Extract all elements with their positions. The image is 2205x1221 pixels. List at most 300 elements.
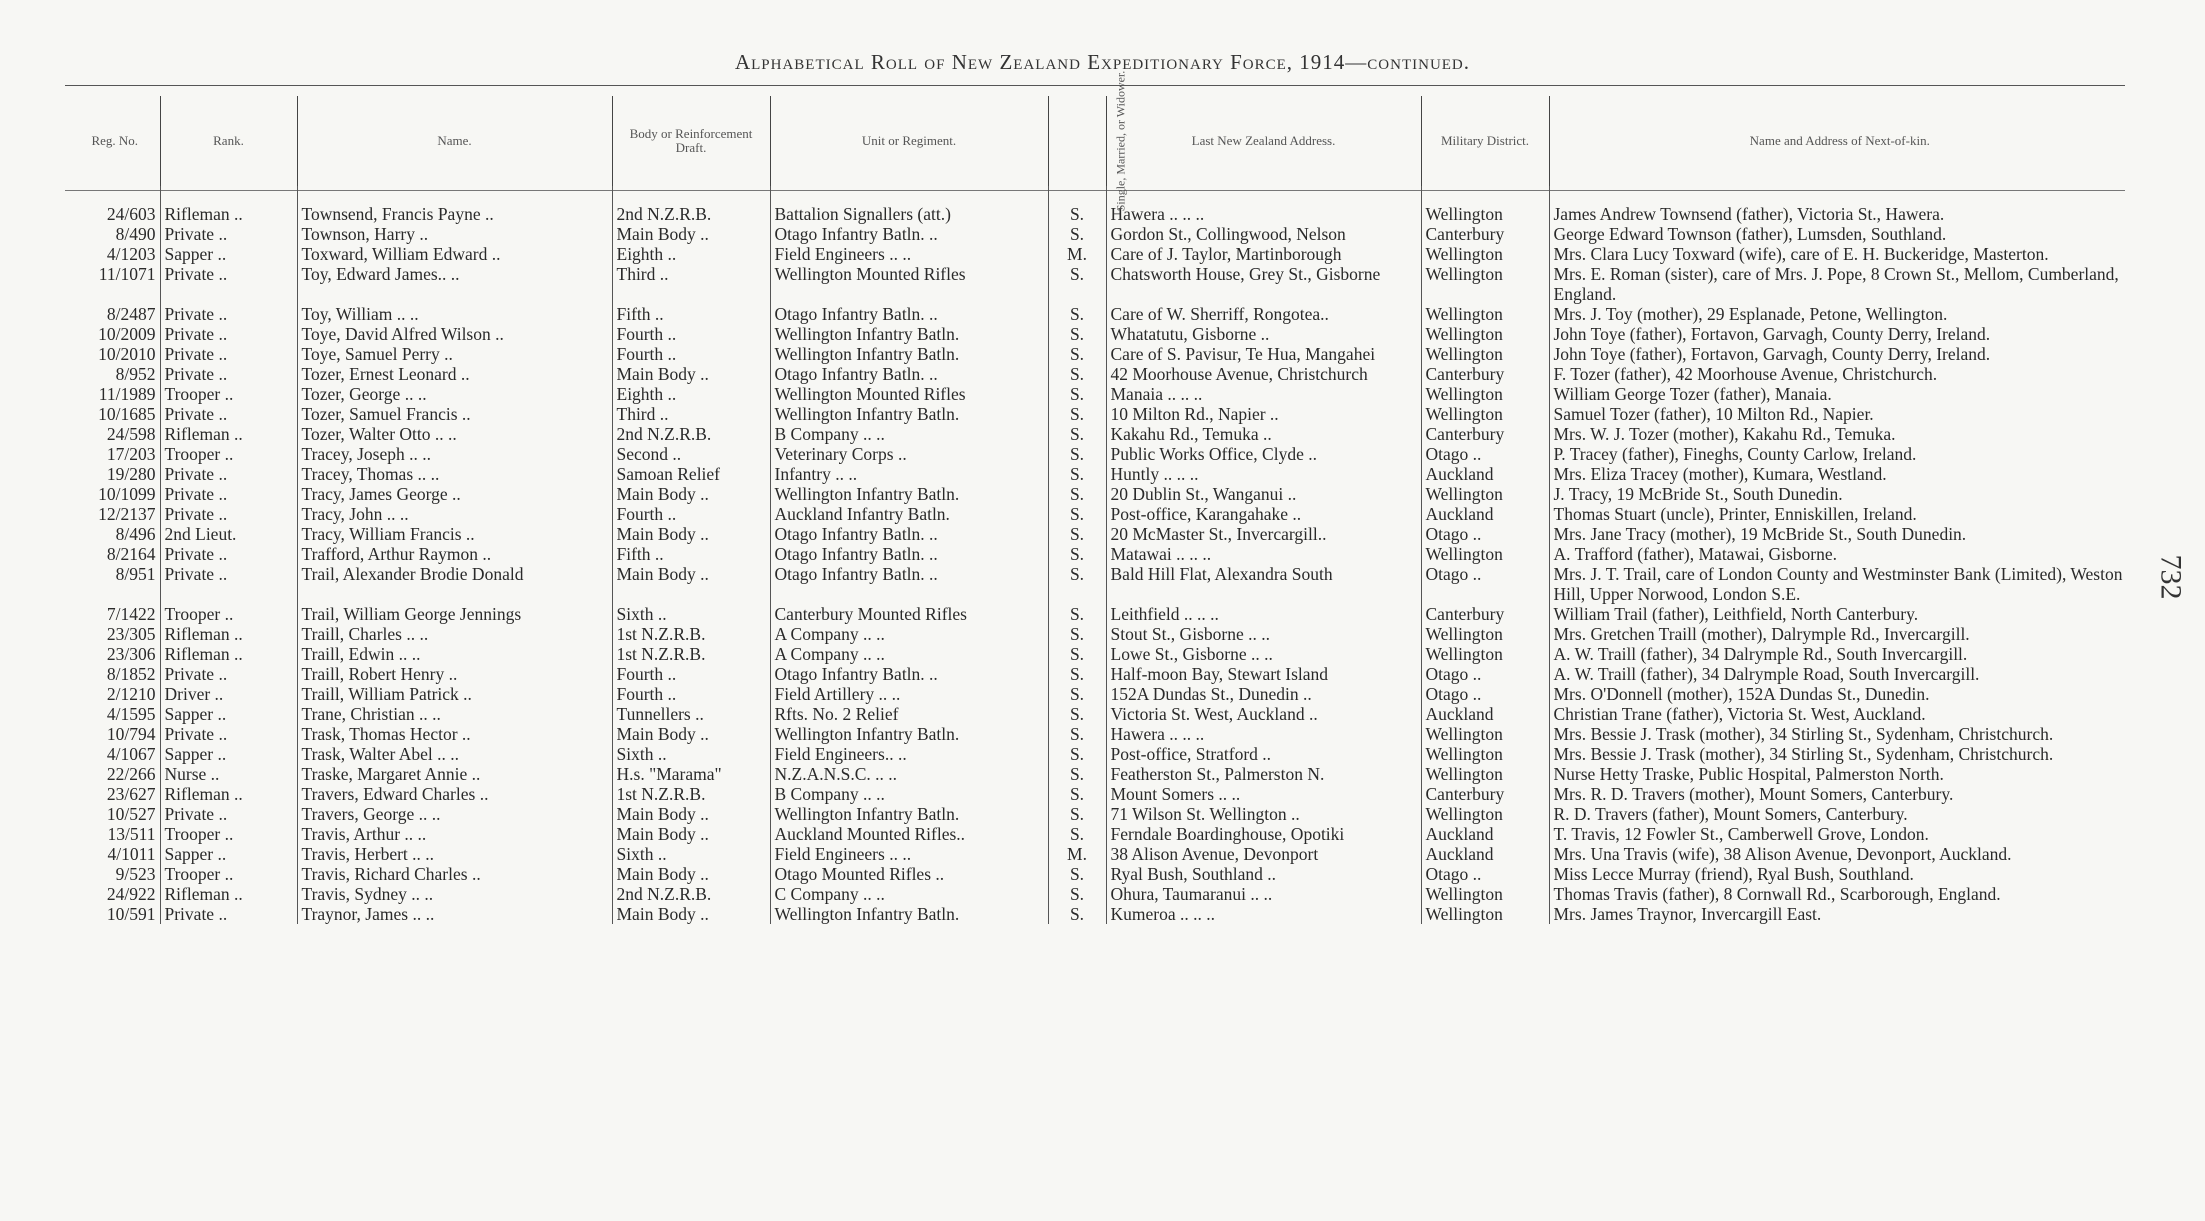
rank-cell: Sapper .. <box>160 844 297 864</box>
name-cell: Travers, Edward Charles .. <box>297 784 612 804</box>
draft-cell: 1st N.Z.R.B. <box>612 644 770 664</box>
address-cell: Care of W. Sherriff, Rongotea.. <box>1106 304 1421 324</box>
unit-cell: A Company .. .. <box>770 624 1048 644</box>
unit-cell: Otago Mounted Rifles .. <box>770 864 1048 884</box>
next-of-kin-cell: James Andrew Townsend (father), Victoria St., Hawera. <box>1553 204 1945 224</box>
address-cell: Whatatutu, Gisborne .. <box>1106 324 1421 344</box>
name-cell: Tozer, Ernest Leonard .. <box>297 364 612 384</box>
name-cell: Trask, Walter Abel .. .. <box>297 744 612 764</box>
address-cell: Manaia .. .. .. <box>1106 384 1421 404</box>
unit-cell: B Company .. .. <box>770 424 1048 444</box>
name-cell: Trask, Thomas Hector .. <box>297 724 612 744</box>
rank-cell: Private .. <box>160 664 297 684</box>
draft-cell: Main Body .. <box>612 564 770 604</box>
table-row <box>70 224 2130 244</box>
address-cell: 10 Milton Rd., Napier .. <box>1106 404 1421 424</box>
unit-cell: Otago Infantry Batln. .. <box>770 304 1048 324</box>
district-cell: Canterbury <box>1421 424 1549 444</box>
next-of-kin-cell: Mrs. J. T. Trail, care of London County and Westminster Bank (Limited), Weston Hill, Upper Norwood, London S.E. <box>1553 564 2123 604</box>
draft-cell: Samoan Relief <box>612 464 770 484</box>
unit-cell: Wellington Infantry Batln. <box>770 804 1048 824</box>
next-of-kin-cell: J. Tracy, 19 McBride St., South Dunedin. <box>1553 484 1843 504</box>
district-cell: Otago .. <box>1421 524 1549 544</box>
unit-cell: Field Engineers .. .. <box>770 844 1048 864</box>
next-of-kin-cell: John Toye (father), Fortavon, Garvagh, County Derry, Ireland. <box>1553 324 1991 344</box>
marital-cell: S. <box>1048 604 1106 624</box>
table-row <box>70 344 2130 364</box>
draft-cell: Main Body .. <box>612 724 770 744</box>
page-number: 732 <box>2154 554 2188 600</box>
rank-cell: Private .. <box>160 324 297 344</box>
next-of-kin-cell: P. Tracey (father), Fineghs, County Carlow, Ireland. <box>1553 444 1917 464</box>
rank-cell: Private .. <box>160 344 297 364</box>
rank-cell: Private .. <box>160 564 297 604</box>
marital-cell: S. <box>1048 764 1106 784</box>
rank-cell: Private .. <box>160 544 297 564</box>
rank-cell: Sapper .. <box>160 744 297 764</box>
next-of-kin-cell: Mrs. O'Donnell (mother), 152A Dundas St., Dunedin. <box>1553 684 1930 704</box>
unit-cell: Otago Infantry Batln. .. <box>770 664 1048 684</box>
unit-cell: Otago Infantry Batln. .. <box>770 524 1048 544</box>
address-cell: 38 Alison Avenue, Devonport <box>1106 844 1421 864</box>
name-cell: Traill, Edwin .. .. <box>297 644 612 664</box>
district-cell: Otago .. <box>1421 684 1549 704</box>
table-row <box>70 244 2130 264</box>
name-cell: Traynor, James .. .. <box>297 904 612 924</box>
draft-cell: Sixth .. <box>612 604 770 624</box>
table-row <box>70 364 2130 384</box>
draft-cell: Fourth .. <box>612 664 770 684</box>
marital-cell: S. <box>1048 664 1106 684</box>
address-cell: Lowe St., Gisborne .. .. <box>1106 644 1421 664</box>
name-cell: Townson, Harry .. <box>297 224 612 244</box>
reg-no-cell: 10/1685 <box>70 404 160 424</box>
rank-cell: 2nd Lieut. <box>160 524 297 544</box>
table-row <box>70 544 2130 564</box>
unit-cell: Otago Infantry Batln. .. <box>770 544 1048 564</box>
unit-cell: Auckland Infantry Batln. <box>770 504 1048 524</box>
draft-cell: 1st N.Z.R.B. <box>612 624 770 644</box>
next-of-kin-cell: A. W. Traill (father), 34 Dalrymple Rd., South Invercargill. <box>1553 644 1968 664</box>
draft-cell: Fourth .. <box>612 344 770 364</box>
reg-no-cell: 10/2010 <box>70 344 160 364</box>
draft-cell: 2nd N.Z.R.B. <box>612 424 770 444</box>
reg-no-cell: 8/2487 <box>70 304 160 324</box>
reg-no-cell: 4/1595 <box>70 704 160 724</box>
district-cell: Wellington <box>1421 204 1549 224</box>
next-of-kin-cell: Mrs. Jane Tracy (mother), 19 McBride St., South Dunedin. <box>1553 524 1967 544</box>
next-of-kin-cell: Mrs. E. Roman (sister), care of Mrs. J. Pope, 8 Crown St., Mellom, Cumberland, England. <box>1553 264 2119 304</box>
address-cell: Matawai .. .. .. <box>1106 544 1421 564</box>
address-cell: Care of J. Taylor, Martinborough <box>1106 244 1421 264</box>
address-cell: Post-office, Karangahake .. <box>1106 504 1421 524</box>
table-row <box>70 624 2130 644</box>
name-cell: Travis, Sydney .. .. <box>297 884 612 904</box>
next-of-kin-cell: Samuel Tozer (father), 10 Milton Rd., Napier. <box>1553 404 1874 424</box>
rank-cell: Trooper .. <box>160 604 297 624</box>
rank-cell: Private .. <box>160 504 297 524</box>
table-row <box>70 864 2130 884</box>
name-cell: Tozer, George .. .. <box>297 384 612 404</box>
next-of-kin-cell: Christian Trane (father), Victoria St. West, Auckland. <box>1553 704 1926 724</box>
table-row <box>70 504 2130 524</box>
marital-cell: S. <box>1048 264 1106 304</box>
next-of-kin-cell: William Trail (father), Leithfield, North Canterbury. <box>1553 604 1919 624</box>
address-cell: Gordon St., Collingwood, Nelson <box>1106 224 1421 244</box>
next-of-kin-cell: Mrs. Bessie J. Trask (mother), 34 Stirling St., Sydenham, Christchurch. <box>1553 724 2054 744</box>
col-unit: Unit or Regiment. <box>770 96 1048 186</box>
unit-cell: Wellington Infantry Batln. <box>770 404 1048 424</box>
table-row <box>70 324 2130 344</box>
marital-cell: S. <box>1048 404 1106 424</box>
district-cell: Auckland <box>1421 824 1549 844</box>
unit-cell: Wellington Mounted Rifles <box>770 384 1048 404</box>
draft-cell: Main Body .. <box>612 804 770 824</box>
col-rank: Rank. <box>160 96 297 186</box>
marital-cell: S. <box>1048 224 1106 244</box>
marital-cell: S. <box>1048 204 1106 224</box>
draft-cell: Eighth .. <box>612 384 770 404</box>
unit-cell: Otago Infantry Batln. .. <box>770 364 1048 384</box>
unit-cell: Field Engineers.. .. <box>770 744 1048 764</box>
reg-no-cell: 8/2164 <box>70 544 160 564</box>
district-cell: Auckland <box>1421 504 1549 524</box>
name-cell: Tracy, John .. .. <box>297 504 612 524</box>
table-row <box>70 784 2130 804</box>
col-marital-label: Single, Married, or Widower. <box>1112 70 1127 212</box>
name-cell: Travis, Richard Charles .. <box>297 864 612 884</box>
reg-no-cell: 2/1210 <box>70 684 160 704</box>
unit-cell: Wellington Infantry Batln. <box>770 324 1048 344</box>
next-of-kin-cell: T. Travis, 12 Fowler St., Camberwell Grove, London. <box>1553 824 1929 844</box>
draft-cell: Fifth .. <box>612 304 770 324</box>
district-cell: Auckland <box>1421 844 1549 864</box>
unit-cell: Battalion Signallers (att.) <box>770 204 1048 224</box>
marital-cell: S. <box>1048 704 1106 724</box>
table-row <box>70 824 2130 844</box>
reg-no-cell: 4/1067 <box>70 744 160 764</box>
table-row <box>70 204 2130 224</box>
rank-cell: Rifleman .. <box>160 884 297 904</box>
district-cell: Canterbury <box>1421 224 1549 244</box>
rank-cell: Private .. <box>160 264 297 304</box>
rank-cell: Nurse .. <box>160 764 297 784</box>
marital-cell: S. <box>1048 384 1106 404</box>
draft-cell: Tunnellers .. <box>612 704 770 724</box>
name-cell: Tozer, Samuel Francis .. <box>297 404 612 424</box>
next-of-kin-cell: Mrs. James Traynor, Invercargill East. <box>1553 904 1822 924</box>
unit-cell: Otago Infantry Batln. .. <box>770 224 1048 244</box>
marital-cell: S. <box>1048 484 1106 504</box>
marital-cell: S. <box>1048 464 1106 484</box>
unit-cell: Field Engineers .. .. <box>770 244 1048 264</box>
address-cell: Bald Hill Flat, Alexandra South <box>1106 564 1421 604</box>
unit-cell: Wellington Mounted Rifles <box>770 264 1048 304</box>
rank-cell: Rifleman .. <box>160 644 297 664</box>
address-cell: Victoria St. West, Auckland .. <box>1106 704 1421 724</box>
header-spacer <box>70 186 2130 204</box>
address-cell: Stout St., Gisborne .. .. <box>1106 624 1421 644</box>
rank-cell: Trooper .. <box>160 824 297 844</box>
unit-cell: Wellington Infantry Batln. <box>770 344 1048 364</box>
district-cell: Wellington <box>1421 884 1549 904</box>
address-cell: Ryal Bush, Southland .. <box>1106 864 1421 884</box>
reg-no-cell: 10/1099 <box>70 484 160 504</box>
draft-cell: Main Body .. <box>612 524 770 544</box>
next-of-kin-cell: Nurse Hetty Traske, Public Hospital, Palmerston North. <box>1553 764 1944 784</box>
address-cell: Kakahu Rd., Temuka .. <box>1106 424 1421 444</box>
next-of-kin-cell: Thomas Stuart (uncle), Printer, Enniskillen, Ireland. <box>1553 504 1917 524</box>
rank-cell: Trooper .. <box>160 384 297 404</box>
address-cell: Ferndale Boardinghouse, Opotiki <box>1106 824 1421 844</box>
draft-cell: 2nd N.Z.R.B. <box>612 204 770 224</box>
marital-cell: S. <box>1048 424 1106 444</box>
table-row <box>70 764 2130 784</box>
marital-cell: S. <box>1048 344 1106 364</box>
page-title: Alphabetical Roll of New Zealand Expeditionary Force, 1914—continued. <box>734 50 1471 74</box>
rank-cell: Private .. <box>160 404 297 424</box>
draft-cell: Fourth .. <box>612 684 770 704</box>
district-cell: Wellington <box>1421 304 1549 324</box>
marital-cell: S. <box>1048 884 1106 904</box>
table-row <box>70 844 2130 864</box>
address-cell: Public Works Office, Clyde .. <box>1106 444 1421 464</box>
draft-cell: Main Body .. <box>612 224 770 244</box>
draft-cell: Main Body .. <box>612 904 770 924</box>
name-cell: Toxward, William Edward .. <box>297 244 612 264</box>
table-row <box>70 604 2130 624</box>
reg-no-cell: 4/1203 <box>70 244 160 264</box>
table-row <box>70 904 2130 924</box>
roll-table <box>70 70 2130 924</box>
table-row <box>70 884 2130 904</box>
district-cell: Canterbury <box>1421 364 1549 384</box>
name-cell: Tracey, Joseph .. .. <box>297 444 612 464</box>
reg-no-cell: 11/1989 <box>70 384 160 404</box>
next-of-kin-cell: Mrs. Clara Lucy Toxward (wife), care of E. H. Buckeridge, Masterton. <box>1553 244 2049 264</box>
draft-cell: Fourth .. <box>612 504 770 524</box>
draft-cell: Main Body .. <box>612 864 770 884</box>
reg-no-cell: 10/794 <box>70 724 160 744</box>
table-row <box>70 744 2130 764</box>
address-cell: Care of S. Pavisur, Te Hua, Mangahei <box>1106 344 1421 364</box>
district-cell: Wellington <box>1421 344 1549 364</box>
reg-no-cell: 17/203 <box>70 444 160 464</box>
reg-no-cell: 10/2009 <box>70 324 160 344</box>
rank-cell: Private .. <box>160 304 297 324</box>
marital-cell: S. <box>1048 864 1106 884</box>
reg-no-cell: 4/1011 <box>70 844 160 864</box>
district-cell: Canterbury <box>1421 604 1549 624</box>
address-cell: Featherston St., Palmerston N. <box>1106 764 1421 784</box>
marital-cell: S. <box>1048 444 1106 464</box>
marital-cell: S. <box>1048 544 1106 564</box>
reg-no-cell: 22/266 <box>70 764 160 784</box>
col-district: Military District. <box>1421 96 1549 186</box>
next-of-kin-cell: Miss Lecce Murray (friend), Ryal Bush, Southland. <box>1553 864 1914 884</box>
name-cell: Trail, Alexander Brodie Donald <box>297 564 612 604</box>
name-cell: Toy, William .. .. <box>297 304 612 324</box>
name-cell: Traske, Margaret Annie .. <box>297 764 612 784</box>
rank-cell: Private .. <box>160 804 297 824</box>
address-cell: Kumeroa .. .. .. <box>1106 904 1421 924</box>
rank-cell: Rifleman .. <box>160 424 297 444</box>
next-of-kin-cell: George Edward Townson (father), Lumsden, Southland. <box>1553 224 1947 244</box>
marital-cell: S. <box>1048 724 1106 744</box>
draft-cell: Fifth .. <box>612 544 770 564</box>
marital-cell: S. <box>1048 564 1106 604</box>
address-cell: Hawera .. .. .. <box>1106 204 1421 224</box>
reg-no-cell: 8/490 <box>70 224 160 244</box>
marital-cell: S. <box>1048 644 1106 664</box>
draft-cell: Second .. <box>612 444 770 464</box>
table-row <box>70 684 2130 704</box>
table-row <box>70 464 2130 484</box>
rank-cell: Rifleman .. <box>160 624 297 644</box>
col-reg-no: Reg. No. <box>70 96 160 186</box>
rank-cell: Private .. <box>160 464 297 484</box>
unit-cell: A Company .. .. <box>770 644 1048 664</box>
reg-no-cell: 24/598 <box>70 424 160 444</box>
next-of-kin-cell: R. D. Travers (father), Mount Somers, Canterbury. <box>1553 804 1908 824</box>
next-of-kin-cell: Mrs. R. D. Travers (mother), Mount Somers, Canterbury. <box>1553 784 1954 804</box>
reg-no-cell: 9/523 <box>70 864 160 884</box>
district-cell: Otago .. <box>1421 444 1549 464</box>
district-cell: Wellington <box>1421 724 1549 744</box>
rank-cell: Private .. <box>160 484 297 504</box>
name-cell: Tracy, James George .. <box>297 484 612 504</box>
reg-no-cell: 23/627 <box>70 784 160 804</box>
draft-cell: Main Body .. <box>612 364 770 384</box>
marital-cell: S. <box>1048 904 1106 924</box>
rank-cell: Sapper .. <box>160 704 297 724</box>
unit-cell: Wellington Infantry Batln. <box>770 904 1048 924</box>
next-of-kin-cell: Mrs. Gretchen Traill (mother), Dalrymple Rd., Invercargill. <box>1553 624 1970 644</box>
col-next-of-kin: Name and Address of Next-of-kin. <box>1749 132 1930 148</box>
rank-cell: Trooper .. <box>160 444 297 464</box>
district-cell: Wellington <box>1421 544 1549 564</box>
unit-cell: Rfts. No. 2 Relief <box>770 704 1048 724</box>
rank-cell: Private .. <box>160 904 297 924</box>
draft-cell: 1st N.Z.R.B. <box>612 784 770 804</box>
name-cell: Traill, Charles .. .. <box>297 624 612 644</box>
unit-cell: N.Z.A.N.S.C. .. .. <box>770 764 1048 784</box>
unit-cell: Auckland Mounted Rifles.. <box>770 824 1048 844</box>
name-cell: Traill, Robert Henry .. <box>297 664 612 684</box>
reg-no-cell: 23/306 <box>70 644 160 664</box>
marital-cell: S. <box>1048 364 1106 384</box>
address-cell: Mount Somers .. .. <box>1106 784 1421 804</box>
name-cell: Toye, Samuel Perry .. <box>297 344 612 364</box>
address-cell: Ohura, Taumaranui .. .. <box>1106 884 1421 904</box>
table-header <box>70 70 2130 212</box>
name-cell: Toy, Edward James.. .. <box>297 264 612 304</box>
address-cell: 42 Moorhouse Avenue, Christchurch <box>1106 364 1421 384</box>
next-of-kin-cell: Mrs. J. Toy (mother), 29 Esplanade, Petone, Wellington. <box>1553 304 1948 324</box>
table-row <box>70 444 2130 464</box>
unit-cell: Otago Infantry Batln. .. <box>770 564 1048 604</box>
name-cell: Tracey, Thomas .. .. <box>297 464 612 484</box>
table-row <box>70 524 2130 544</box>
reg-no-cell: 13/511 <box>70 824 160 844</box>
marital-cell: S. <box>1048 324 1106 344</box>
district-cell: Wellington <box>1421 804 1549 824</box>
draft-cell: Fourth .. <box>612 324 770 344</box>
table-row <box>70 424 2130 444</box>
address-cell: 20 Dublin St., Wanganui .. <box>1106 484 1421 504</box>
district-cell: Auckland <box>1421 704 1549 724</box>
table-row <box>70 384 2130 404</box>
unit-cell: Wellington Infantry Batln. <box>770 724 1048 744</box>
table-row <box>70 664 2130 684</box>
district-cell: Canterbury <box>1421 784 1549 804</box>
unit-cell: Field Artillery .. .. <box>770 684 1048 704</box>
name-cell: Trail, William George Jennings <box>297 604 612 624</box>
name-cell: Tracy, William Francis .. <box>297 524 612 544</box>
table-body <box>70 186 2130 924</box>
name-cell: Tozer, Walter Otto .. .. <box>297 424 612 444</box>
address-cell: 20 McMaster St., Invercargill.. <box>1106 524 1421 544</box>
district-cell: Wellington <box>1421 904 1549 924</box>
district-cell: Wellington <box>1421 624 1549 644</box>
unit-cell: B Company .. .. <box>770 784 1048 804</box>
next-of-kin-cell: Thomas Travis (father), 8 Cornwall Rd., Scarborough, England. <box>1553 884 2001 904</box>
rank-cell: Driver .. <box>160 684 297 704</box>
reg-no-cell: 24/922 <box>70 884 160 904</box>
name-cell: Traill, William Patrick .. <box>297 684 612 704</box>
district-cell: Wellington <box>1421 244 1549 264</box>
next-of-kin-cell: F. Tozer (father), 42 Moorhouse Avenue, Christchurch. <box>1553 364 1938 384</box>
address-cell: 71 Wilson St. Wellington .. <box>1106 804 1421 824</box>
reg-no-cell: 24/603 <box>70 204 160 224</box>
marital-cell: S. <box>1048 744 1106 764</box>
draft-cell: Sixth .. <box>612 844 770 864</box>
rank-cell: Private .. <box>160 724 297 744</box>
marital-cell: S. <box>1048 784 1106 804</box>
table-row <box>70 804 2130 824</box>
reg-no-cell: 8/1852 <box>70 664 160 684</box>
draft-cell: H.s. "Marama" <box>612 764 770 784</box>
reg-no-cell: 10/527 <box>70 804 160 824</box>
next-of-kin-cell: Mrs. Bessie J. Trask (mother), 34 Stirling St., Sydenham, Christchurch. <box>1553 744 2054 764</box>
unit-cell: C Company .. .. <box>770 884 1048 904</box>
address-cell: 152A Dundas St., Dunedin .. <box>1106 684 1421 704</box>
address-cell: Hawera .. .. .. <box>1106 724 1421 744</box>
table-row <box>70 564 2130 604</box>
draft-cell: Main Body .. <box>612 824 770 844</box>
col-address: Last New Zealand Address. <box>1106 96 1421 186</box>
reg-no-cell: 10/591 <box>70 904 160 924</box>
district-cell: Wellington <box>1421 404 1549 424</box>
next-of-kin-cell: Mrs. Eliza Tracey (mother), Kumara, Westland. <box>1553 464 1887 484</box>
draft-cell: Main Body .. <box>612 484 770 504</box>
draft-cell: 2nd N.Z.R.B. <box>612 884 770 904</box>
district-cell: Wellington <box>1421 644 1549 664</box>
table-row <box>70 644 2130 664</box>
address-cell: Post-office, Stratford .. <box>1106 744 1421 764</box>
table-row <box>70 264 2130 304</box>
district-cell: Otago .. <box>1421 564 1549 604</box>
col-name: Name. <box>297 96 612 186</box>
name-cell: Trafford, Arthur Raymon .. <box>297 544 612 564</box>
marital-cell: S. <box>1048 804 1106 824</box>
marital-cell: S. <box>1048 824 1106 844</box>
district-cell: Otago .. <box>1421 864 1549 884</box>
next-of-kin-cell: Mrs. Una Travis (wife), 38 Alison Avenue, Devonport, Auckland. <box>1553 844 2012 864</box>
district-cell: Wellington <box>1421 764 1549 784</box>
reg-no-cell: 12/2137 <box>70 504 160 524</box>
unit-cell: Canterbury Mounted Rifles <box>770 604 1048 624</box>
